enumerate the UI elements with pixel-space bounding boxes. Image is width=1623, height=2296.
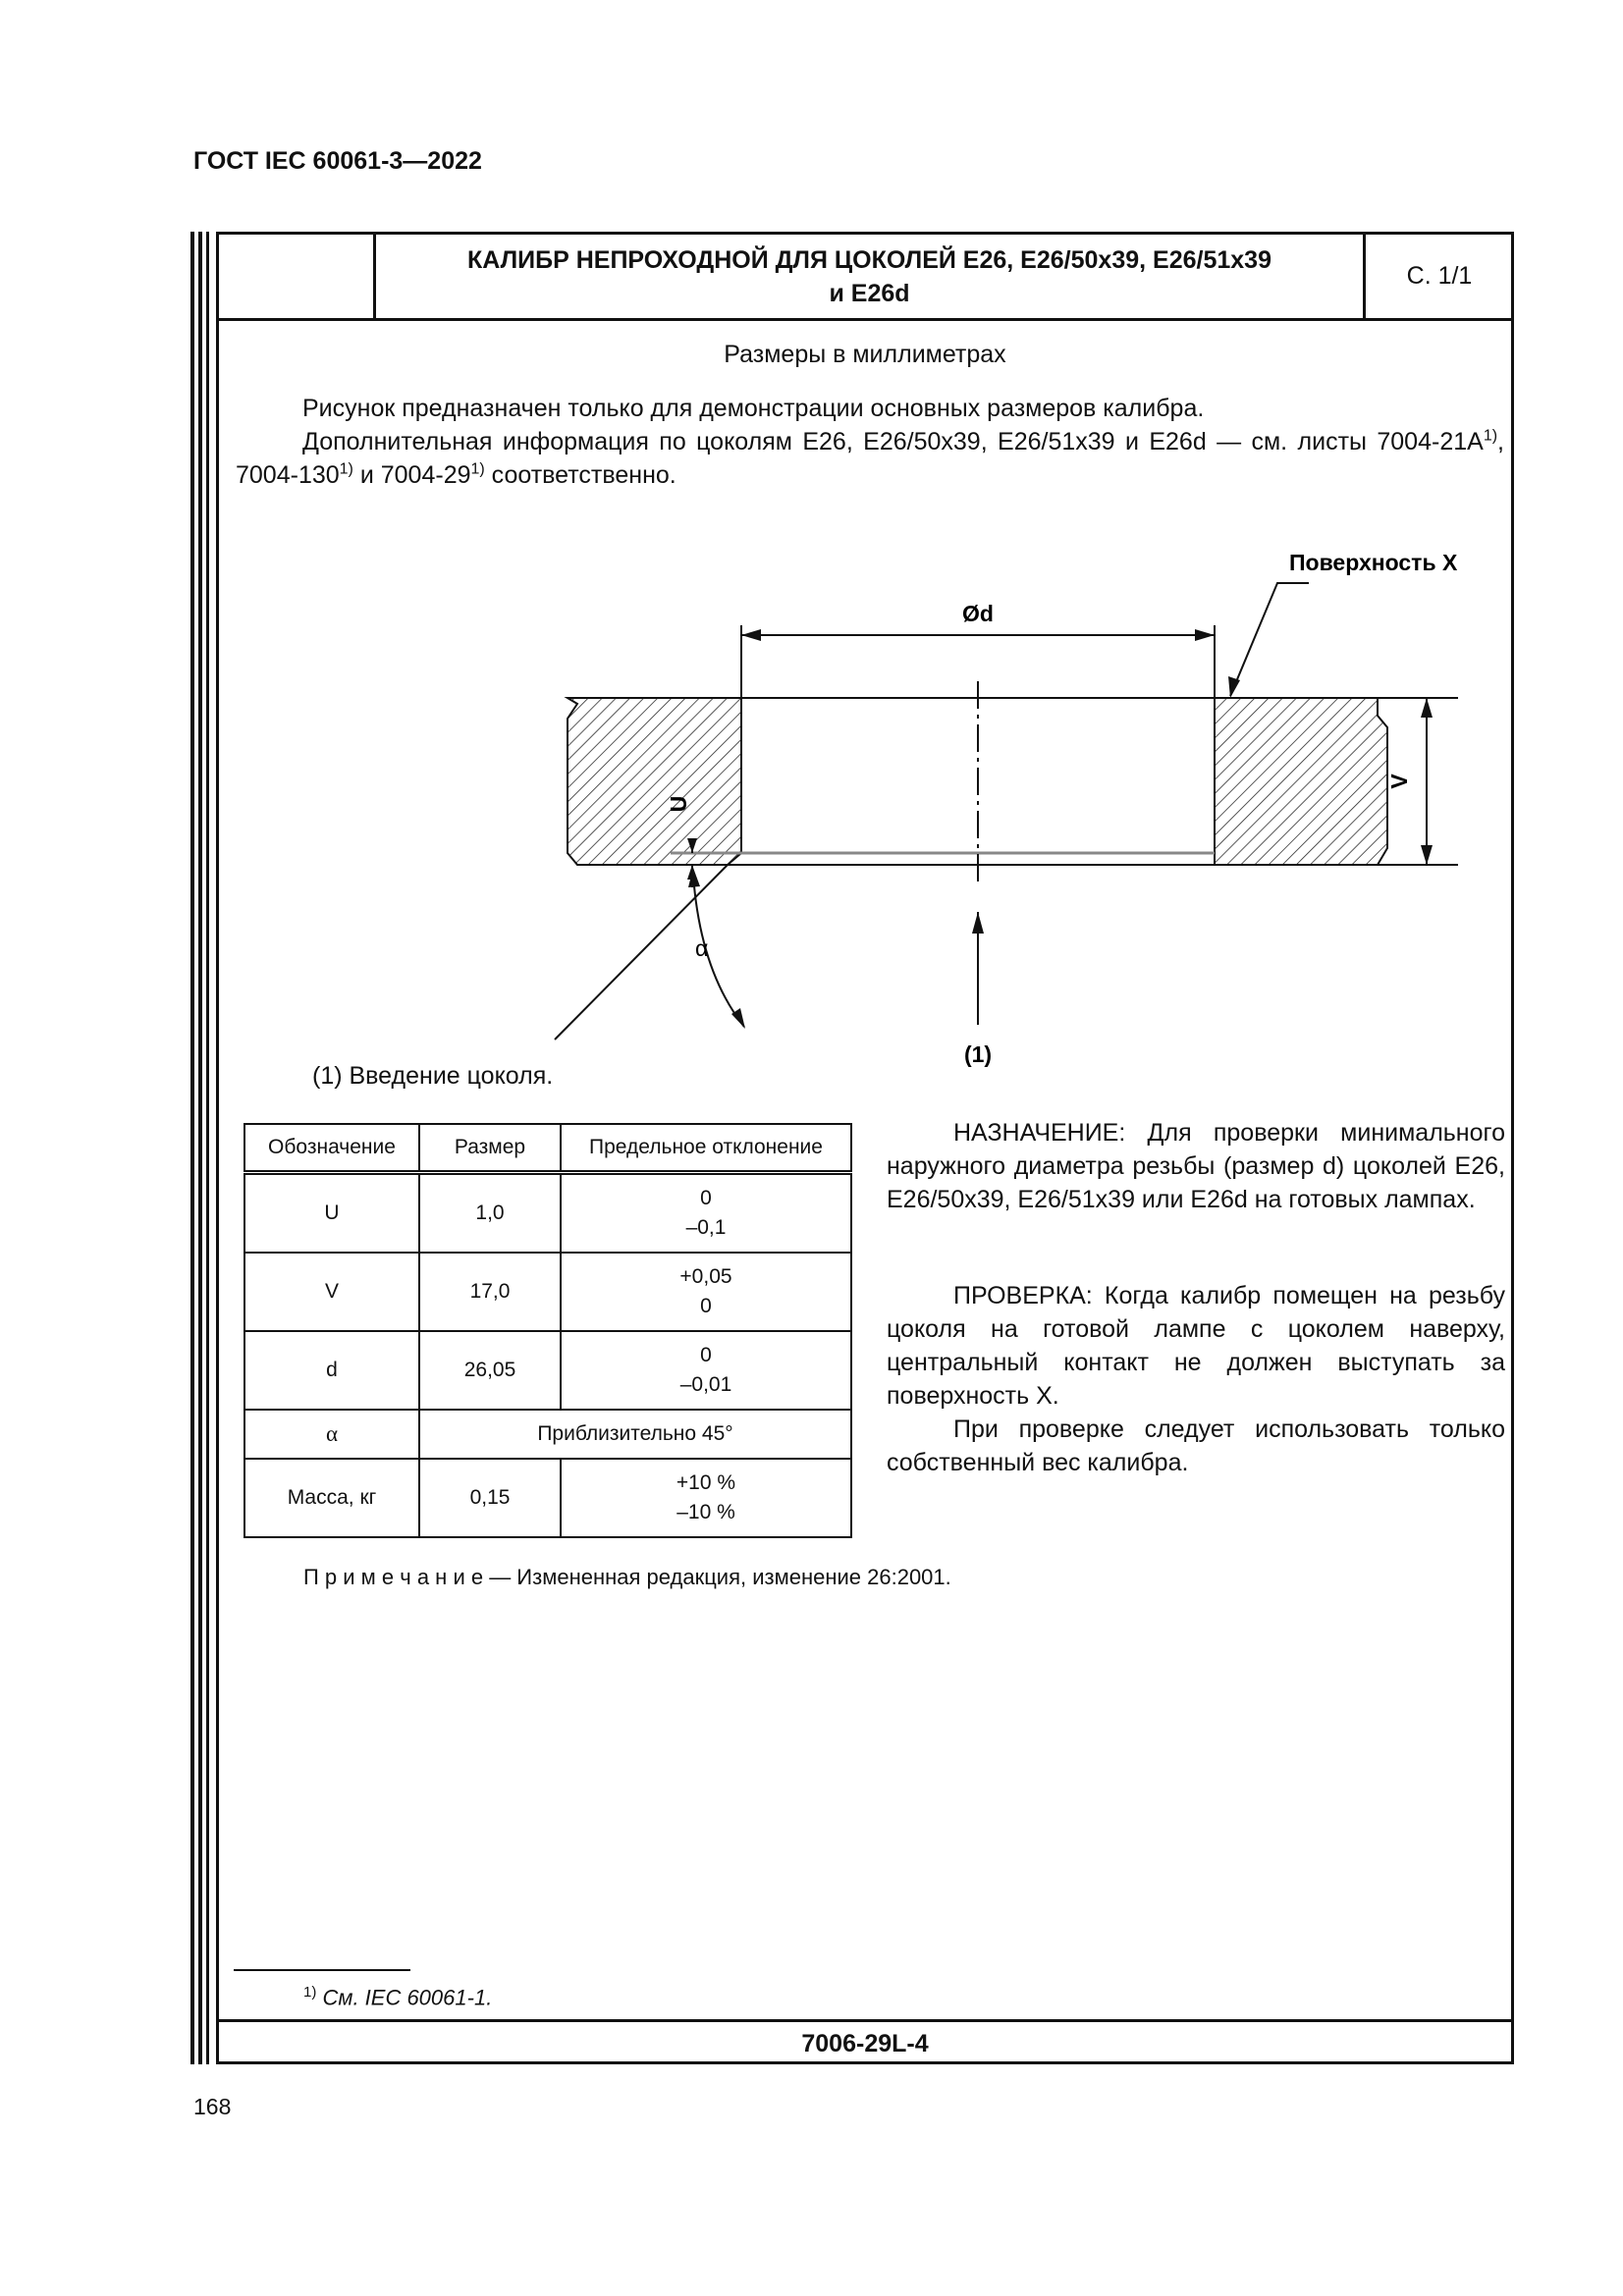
sheet-title bbox=[376, 235, 1363, 318]
label-v: V bbox=[1386, 774, 1412, 789]
table-cell: 0,15 bbox=[419, 1459, 561, 1537]
footnote: $^{1)}$ См. IEC 60061-1. bbox=[303, 1984, 493, 2010]
table-cell: +0,05 0 bbox=[561, 1253, 851, 1331]
table-cell: V bbox=[244, 1253, 419, 1331]
table-cell: 17,0 bbox=[419, 1253, 561, 1331]
table-cell: Масса, кг bbox=[244, 1459, 419, 1537]
binding-bar bbox=[206, 232, 209, 2064]
table-header-row bbox=[244, 1124, 851, 1173]
table-cell: 0 –0,01 bbox=[561, 1331, 851, 1410]
label-alpha: α bbox=[695, 935, 709, 961]
table-row bbox=[244, 1410, 851, 1459]
intro-line-2: Дополнительная информация по цоколям Е26, Е26/50х39, Е26/51х39 и Е26d — см. листы $7004-21А^{1)}$, 7004-130$^{1)}$ и 7004-29$^{1)}$ соответственно. bbox=[236, 427, 1504, 489]
footnote-ref: 1) bbox=[339, 460, 353, 478]
intro-line-1: Рисунок предназначен только для демонстрации основных размеров калибра. bbox=[302, 395, 1205, 422]
table-cell: 1,0 bbox=[419, 1173, 561, 1254]
footnote-ref: 1) bbox=[470, 460, 485, 478]
table-cell: α bbox=[244, 1410, 419, 1459]
table-row bbox=[244, 1173, 851, 1254]
footnote-divider bbox=[234, 1969, 410, 1971]
dimensions-table bbox=[243, 1123, 852, 1538]
check-text: ПРОВЕРКА: Когда калибр помещен на резьбу цоколя на готовой лампе с цоколем наверху, центральный контакт не должен выступать за поверхность X. bbox=[887, 1282, 1505, 1410]
table-header-cell: Обозначение bbox=[244, 1124, 419, 1173]
weight-text: При проверке следует использовать только собственный вес калибра. bbox=[887, 1415, 1505, 1476]
sheet-code: 7006-29L-4 bbox=[801, 2030, 929, 2057]
page-number: 168 bbox=[193, 2094, 232, 2119]
standard-sheet bbox=[216, 232, 1514, 2064]
table-row bbox=[244, 1253, 851, 1331]
table-cell: 0 –0,1 bbox=[561, 1173, 851, 1254]
table-row bbox=[244, 1459, 851, 1537]
footnote-ref: 1) bbox=[1483, 427, 1498, 445]
revision-note: П р и м е ч а н и е — Измененная редакция, изменение 26:2001. bbox=[303, 1565, 951, 1589]
title-divider bbox=[219, 318, 1511, 321]
sheet-number: С. 1/1 bbox=[1406, 262, 1473, 290]
table-row bbox=[244, 1331, 851, 1410]
table-cell: +10 % –10 % bbox=[561, 1459, 851, 1537]
sheet-title-line2: и Е26d bbox=[829, 279, 910, 307]
document-code: ГОСТ IEC 60061-3—2022 bbox=[193, 147, 482, 175]
figure-caption: (1) Введение цоколя. bbox=[312, 1062, 554, 1090]
table-header-cell: Размер bbox=[419, 1124, 561, 1173]
gauge-right-section bbox=[1215, 698, 1387, 865]
binding-bar bbox=[190, 232, 194, 2064]
table-cell: U bbox=[244, 1173, 419, 1254]
label-d: Ød bbox=[962, 601, 994, 626]
table-cell: d bbox=[244, 1331, 419, 1410]
label-surface-x: Поверхность X bbox=[1289, 550, 1458, 575]
binding-bar bbox=[198, 232, 202, 2064]
table-header-cell: Предельное отклонение bbox=[561, 1124, 851, 1173]
purpose-text: НАЗНАЧЕНИЕ: Для проверки минимального наружного диаметра резьбы (размер d) цоколей Е26, Е26/50х39, Е26/51х39 или Е26d на готовых лампах. bbox=[887, 1119, 1505, 1213]
table-cell: 26,05 bbox=[419, 1331, 561, 1410]
surface-x-leader bbox=[1230, 583, 1309, 696]
units-note: Размеры в миллиметрах bbox=[724, 341, 1006, 368]
table-cell: Приблизительно 45° bbox=[419, 1410, 851, 1459]
sheet-title-line1: КАЛИБР НЕПРОХОДНОЙ ДЛЯ ЦОКОЛЕЙ Е26, Е26/50х39, Е26/51х39 bbox=[467, 245, 1271, 274]
label-u: U bbox=[666, 795, 691, 813]
label-entry: (1) bbox=[963, 1041, 993, 1067]
gauge-left-section bbox=[568, 698, 741, 865]
